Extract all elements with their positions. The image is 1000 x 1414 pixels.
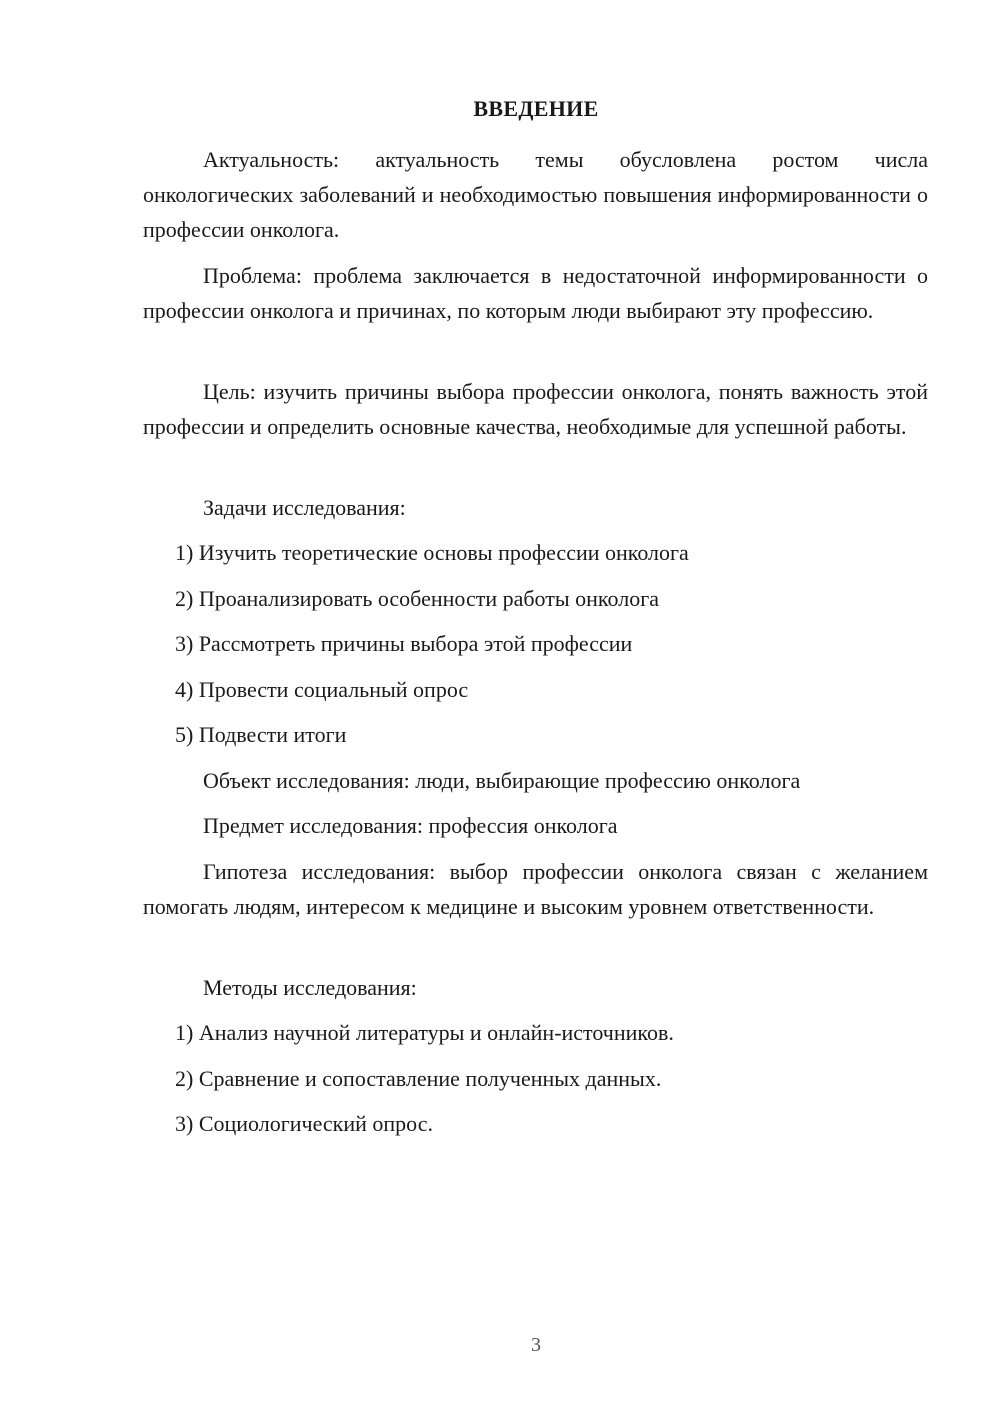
subject-line: Предмет исследования: профессия онколога [203,813,618,838]
task-item: 3) Рассмотреть причины выбора этой профессии [175,631,633,656]
task-item: 1) Изучить теоретические основы профессии онколога [175,540,689,565]
goal-paragraph: Цель: изучить причины выбора профессии онколога, понять важность этой профессии и определить основные качества, необходимые для успешной работы. [143,379,928,439]
problem-paragraph: Проблема: проблема заключается в недостаточной информированности о профессии онколога и причинах, по которым люди выбирают эту профессию. [143,263,928,323]
method-item: 1) Анализ научной литературы и онлайн-источников. [175,1020,674,1045]
object-line: Объект исследования: люди, выбирающие профессию онколога [203,768,801,793]
tasks-heading: Задачи исследования: [203,495,406,520]
task-item: 4) Провести социальный опрос [175,677,469,702]
method-item: 3) Социологический опрос. [175,1111,433,1136]
hypothesis-paragraph: Гипотеза исследования: выбор профессии онколога связан с желанием помогать людям, интересом к медицине и высоким уровнем ответственности. [143,859,928,919]
relevance-paragraph: Актуальность: актуальность темы обусловлена ростом числа онкологических заболеваний и необходимостью повышения информированности о профессии онколога. [143,147,928,242]
methods-heading: Методы исследования: [203,975,417,1000]
page-number: 3 [531,1334,541,1356]
page-title: ВВЕДЕНИЕ [473,96,599,121]
method-item: 2) Сравнение и сопоставление полученных данных. [175,1066,662,1091]
task-item: 2) Проанализировать особенности работы онколога [175,586,659,611]
task-item: 5) Подвести итоги [175,722,347,747]
